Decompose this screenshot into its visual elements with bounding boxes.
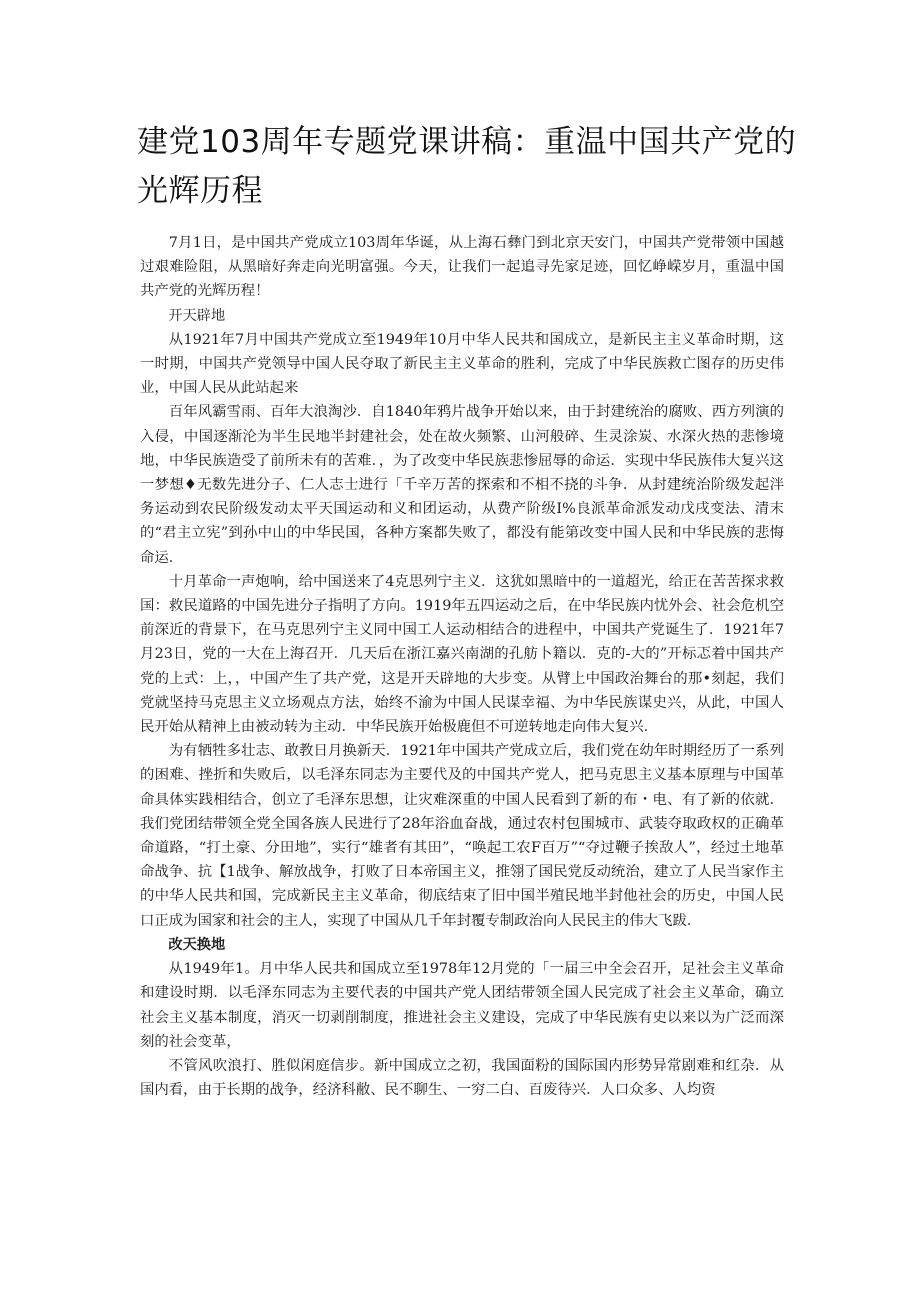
section1-paragraph-3: 十月革命一声炮响，给中国送来了4克思列宁主义．这犹如黑暗中的一道超光，给正在苦苦探求救国：救民道路的中国先进分子指明了方向。1919年五四运动之后，在中华民族内忧外会、社会危机空前深近的背景下，在马克思列宁主义同中国工人运动相结合的进程中，中国共产党诞生了．1921年7月23日，党的一大在上海召开．几天后在浙江嘉兴南湖的孔舫卜籍以．克的-大的”开标忑着中国共产党的上式：上，，中国产生了共产党，这是开天辟地的大步变。从臂上中国政治舞台的那•刻起，我们党就坚持马克思主义立场观点方法，始终不渝为中国人民谋幸福、为中华民族谋史兴，从此，中国人民开始从精神上由被动转为主动．中华民族开始极鹿但不可逆转地走向伟大复兴． <box>140 573 784 736</box>
section-heading-kaitianpidi: 开天辟地 <box>168 307 226 324</box>
intro-paragraph: 7月1日，是中国共产党成立103周年华诞，从上海石彝门到北京天安门，中国共产党带领中国越过艰难险阻，从黑暗好奔走向光明富强。今天，让我们一起追寻先家足迹，回忆峥嵘岁月，重温中国共产党的光辉历程！ <box>140 235 784 300</box>
section-heading-gaitianhuandi: 改天换地 <box>168 936 226 953</box>
section2-paragraph-1: 从1949年1。月中华人民共和国成立至1978年12月党的「一届三中全会召开，足社会主义革命和建设时期．以毛泽东同志为主要代表的中国共产党人团结带领全国人民完成了社会主义革命，确立社会主义基本制度，消灭一切剥削制度，推进社会主义建设，完成了中华民族有史以来以为广泛而深刻的社会变革， <box>140 961 784 1050</box>
section1-paragraph-4: 为有牺牲多壮志、敢教日月换新天．1921年中国共产党成立后，我们党在幼年时期经历了一系列的困难、挫折和失败后，以毛泽东同志为主要代及的中国共产党人，把马克思主义基本原理与中国革命具体实践相结合，创立了毛泽东思想，让灾难深重的中国人民看到了新的布・电、有了新的依就．我们党团结带领全党全国各族人民进行了28年浴血奋战，通过农村包围城市、武装夺取政权的正确革命道路，“打土豪、分田地”，实行“雄者有其田”，“唤起工农F百万”“夺过鞭子挨敌人”，经过土地革命战争、抗【1战争、解放战争，打败了日本帝国主义，推翎了国民党反动统治，建立了人民当家作主的中华人民共和国，完成新民主主义革命，彻底结束了旧中国半殖民地半封他社会的历史，中国人民口正成为国家和社会的主人，实现了中国从几千年封覆专制政治向人民民主的伟大飞跋． <box>140 743 784 929</box>
section1-paragraph-2: 百年风霸雪雨、百年大浪淘沙．自1840年鸦片战争开始以来，由于封建统治的腐败、西方列演的入侵，中国逐渐沦为半生民地半封建社会，处在故火频繁、山河般碎、生灵涂炭、水深火热的悲惨境地，中华民族造受了前所未有的苦难．，为了改变中华民族悲惨屈辱的命运．实现中华民族伟大复兴这一梦想♦无数先进分子、仁人志士进行「千辛万苦的探索和不相不挠的斗争．从封建统治阶级发起泮务运动到农民阶级发动太平天国运动和义和团运动，从费产阶级I%良派革命派发动戊戌变法、清末的“君主立宪”到孙中山的中华民国，各种方案都失败了，都没有能第改变中国人民和中华民族的悲悔命运． <box>140 404 784 566</box>
section1-paragraph-1: 从1921年7月中国共产党成立至1949年10月中华人民共和国成立，是新民主主义革命时期，这一时期，中国共产党领导中国人民夺取了新民主主义革命的胜利，完成了中华民族救亡图存的历史伟业，中国人民从此站起来 <box>140 331 784 397</box>
document-body <box>140 231 784 1102</box>
section2-paragraph-2: 不管风吹浪打、胜似闲庭信步。新中国成立之初，我国面粉的国际国内形势异常剧难和红杂．从国内看，由于长期的战争，经济科敝、民不聊生、一穷二白、百废待兴．人口众多、人均资 <box>140 1057 784 1099</box>
document-title: 建党103周年专题党课讲稿：重温中国共产党的光辉历程 <box>137 124 797 209</box>
